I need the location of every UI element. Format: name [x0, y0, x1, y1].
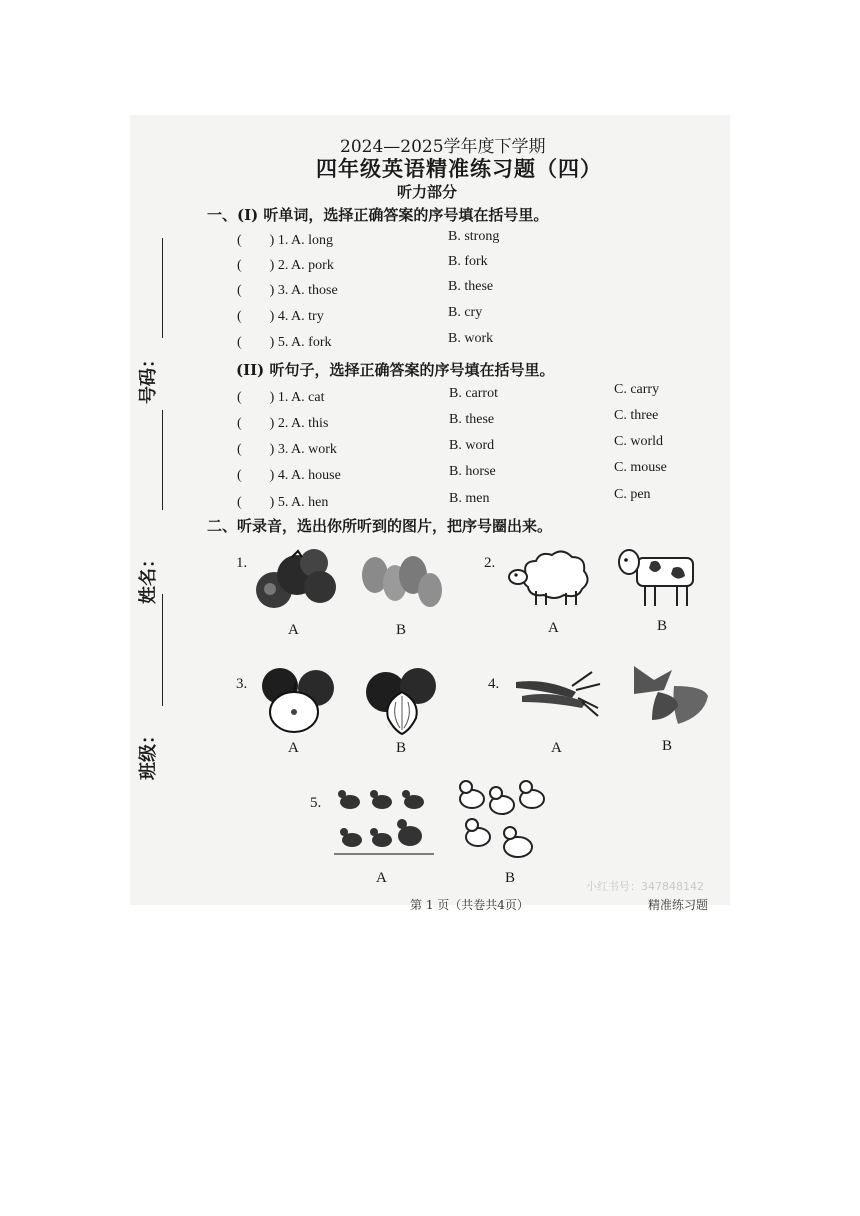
g1-option-b[interactable]: B: [396, 622, 407, 638]
g4-option-a[interactable]: A: [551, 740, 562, 756]
section1b-heading: (II) 听句子，选择正确答案的序号填在括号里。: [236, 361, 555, 379]
class-label: 班级：: [138, 726, 159, 780]
term-line: 2024—2025学年度下学期: [340, 137, 546, 157]
s1b-q3-b: B. word: [449, 438, 495, 453]
g1-option-a[interactable]: A: [288, 622, 299, 638]
exam-title: 四年级英语精准练习题（四）: [316, 156, 602, 181]
carrots-picture-a: [512, 662, 602, 718]
cow-picture: [615, 540, 705, 608]
s1b-q5-c: C. pen: [614, 487, 651, 502]
s1b-q2: ( ) 2. A. this: [237, 416, 329, 431]
sheep-picture: [506, 545, 596, 607]
potatoes-picture: [355, 545, 445, 615]
g5-number: 5.: [310, 795, 322, 811]
g5-option-b[interactable]: B: [505, 870, 516, 886]
s1b-q5-b: B. men: [449, 491, 490, 506]
footer-right: 精准练习题: [648, 898, 709, 912]
hens-picture: [334, 782, 434, 862]
s1-q4: ( ) 4. A. try: [237, 309, 324, 324]
g1-number: 1.: [236, 555, 248, 571]
s1b-q3-c: C. world: [614, 434, 663, 449]
g2-option-a[interactable]: A: [548, 620, 559, 636]
s1-q2: ( ) 2. A. pork: [237, 258, 334, 273]
s1-q1-b: B. strong: [448, 229, 500, 244]
listening-part-title: 听力部分: [397, 183, 458, 201]
s1-q4-b: B. cry: [448, 305, 483, 320]
s1b-q5: ( ) 5. A. hen: [237, 495, 329, 510]
g4-option-b[interactable]: B: [662, 738, 673, 754]
s1-q5: ( ) 5. A. fork: [237, 335, 332, 350]
s1-q3: ( ) 3. A. those: [237, 283, 338, 298]
s1b-q1-b: B. carrot: [449, 386, 498, 401]
s1b-q4: ( ) 4. A. house: [237, 468, 341, 483]
tomatoes-picture: [252, 545, 337, 613]
s1-q2-b: B. fork: [448, 254, 488, 269]
g2-number: 2.: [484, 555, 496, 571]
s1-q3-b: B. these: [448, 279, 494, 294]
s1b-q2-b: B. these: [449, 412, 495, 427]
name-label: 姓名：: [138, 550, 159, 604]
s1-q5-b: B. work: [448, 331, 494, 346]
g3-option-a[interactable]: A: [288, 740, 299, 756]
section2-heading: 二、听录音，选出你所听到的图片，把序号圈出来。: [207, 517, 553, 535]
s1b-q3: ( ) 3. A. work: [237, 442, 337, 457]
g3-option-b[interactable]: B: [396, 740, 407, 756]
g3-number: 3.: [236, 676, 248, 692]
id-line: [162, 238, 163, 338]
s1b-q1: ( ) 1. A. cat: [237, 390, 325, 405]
id-label: 号码：: [138, 350, 159, 404]
watermark: 小红书号：347848142: [586, 880, 704, 893]
s1b-q4-b: B. horse: [449, 464, 496, 479]
s1b-q4-c: C. mouse: [614, 460, 667, 475]
name-line: [162, 594, 163, 706]
g5-option-a[interactable]: A: [376, 870, 387, 886]
apples-picture: [258, 662, 338, 734]
s1-q1: ( ) 1. A. long: [237, 233, 334, 248]
s1b-q2-c: C. three: [614, 408, 659, 423]
g2-option-b[interactable]: B: [657, 618, 668, 634]
g4-number: 4.: [488, 676, 500, 692]
page-footer: 第 1 页（共卷共4页）: [410, 898, 529, 912]
onions-picture: [362, 662, 442, 734]
section1-heading: 一、(I) 听单词，选择正确答案的序号填在括号里。: [207, 206, 549, 224]
carrots-picture-b: [614, 656, 714, 726]
s1b-q1-c: C. carry: [614, 382, 660, 397]
name-line-top: [162, 410, 163, 510]
ducks-picture: [456, 775, 546, 865]
